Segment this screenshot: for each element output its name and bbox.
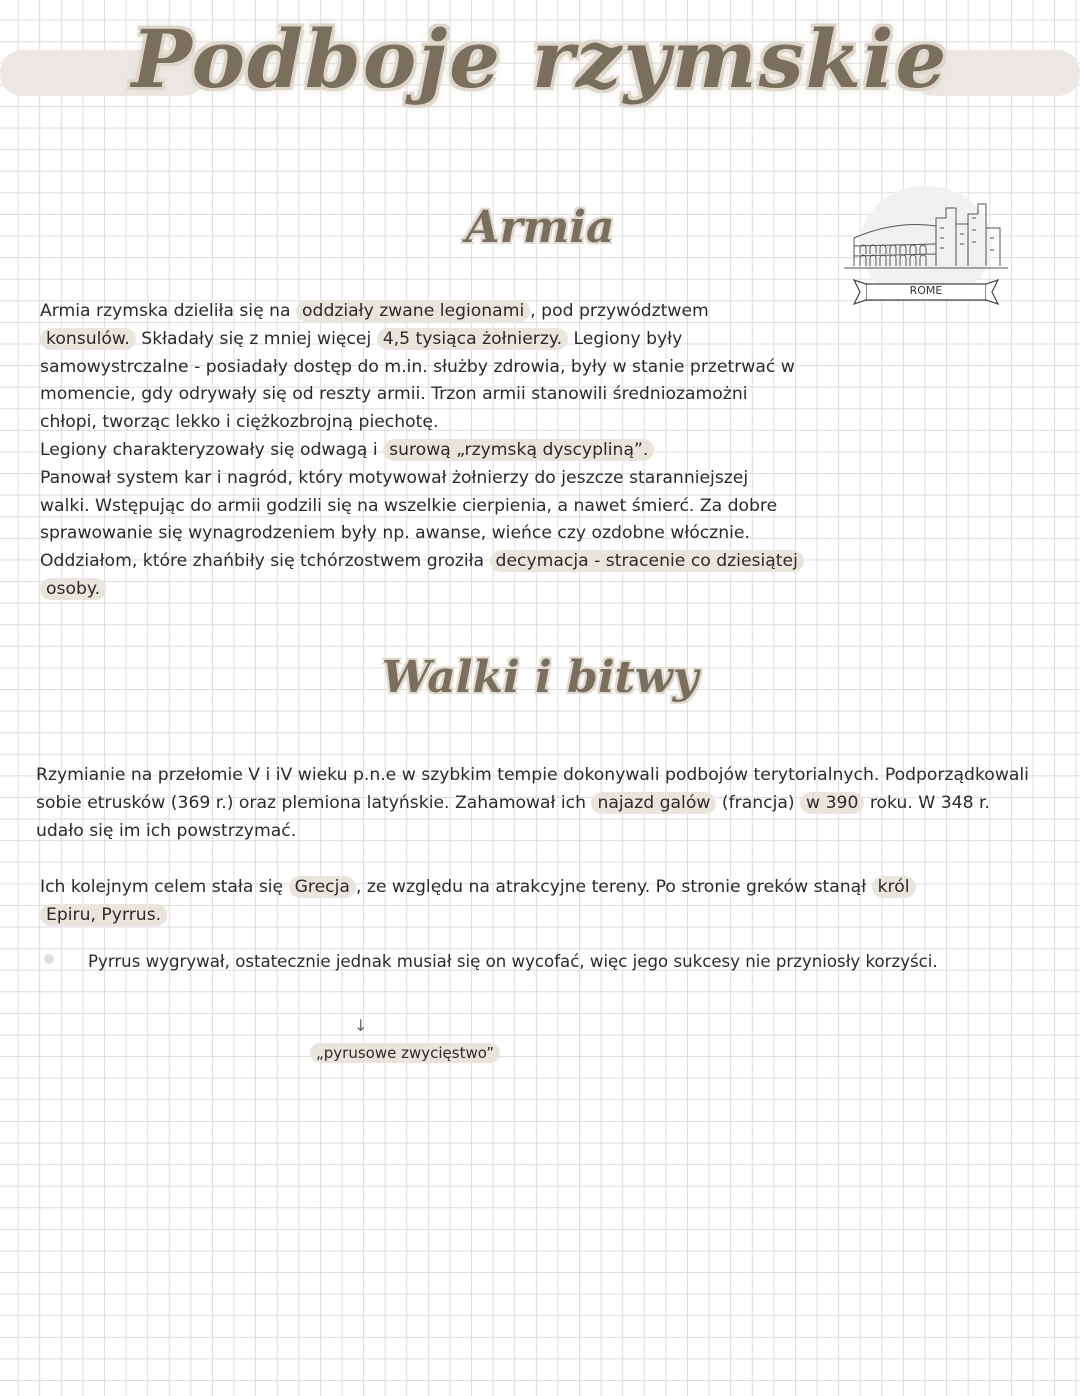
highlighted-phrase: najazd galów: [591, 792, 716, 814]
arrow-down-icon: ↓: [354, 1016, 368, 1035]
highlighted-phrase: konsulów.: [40, 328, 136, 350]
armia-paragraph: [40, 298, 800, 604]
text-segment: Panował system kar i nagród, który motywował żołnierzy do jeszcze staranniejszej walki. Wstępując do armii godzili się na wszelkie cierpienia, a nawet śmierć. Za dobre sprawowanie się wynagrodzeniem były np. awanse, wieńce czy ozdobne włócznie. Oddziałom, które zhańbiły się tchórzostwem groziła: [40, 467, 778, 572]
text-segment: roku. W 348 r. udało się im ich powstrzymać.: [36, 792, 990, 841]
text-segment: Legiony były samowystrczalne - posiadały dostęp do m.in. służby zdrowia, były w stanie przetrwać w momencie, gdy odrywały się od reszty armii. Trzon armii stanowili średniozamożni chłopi, tworząc lekko i ciężkozbrojną piechotę.: [40, 328, 795, 433]
bullet-dot: [44, 954, 54, 964]
highlighted-phrase: w 390: [800, 792, 864, 814]
bullet-text: Pyrrus wygrywał, ostatecznie jednak musiał się on wycofać, więc jego sukcesy nie przyniosły korzyści.: [88, 952, 938, 971]
highlighted-phrase: Grecja: [289, 876, 356, 898]
highlighted-phrase: decymacja - stracenie co dziesiątej osoby.: [40, 550, 804, 600]
text-segment: Legiony charakteryzowały się odwagą i: [40, 439, 384, 460]
walki-paragraph-2: [40, 874, 920, 930]
rome-badge: [836, 168, 1016, 308]
walki-paragraph-1: [36, 762, 1036, 845]
highlighted-phrase: surową „rzymską dyscypliną”.: [383, 439, 654, 461]
section-heading-armia: Armia: [465, 202, 615, 253]
highlighted-phrase: król Epiru, Pyrrus.: [40, 876, 916, 926]
text-segment: Składały się z mniej więcej: [135, 328, 377, 349]
text-segment: Rzymianie na przełomie V i iV wieku p.n.e w szybkim tempie dokonywali podbojów terytorialnych. Podporządkowali sobie etrusków (369 r.) oraz plemiona latyńskie. Zahamował ich: [36, 765, 1029, 813]
text-segment: , pod przywództwem: [530, 301, 709, 321]
pyrrus-note: [310, 1044, 500, 1062]
section-heading-walki: Walki i bitwy: [381, 652, 699, 703]
page-title: Podboje rzymskie: [131, 12, 949, 106]
text-segment: Armia rzymska dzieliła się na: [40, 301, 297, 321]
highlighted-phrase: oddziały zwane legionami: [296, 300, 530, 322]
text-segment: Ich kolejnym celem stała się: [40, 877, 289, 897]
text-segment: , ze względu na atrakcyjne tereny. Po stronie greków stanął: [355, 877, 872, 897]
text-segment: (francja): [716, 792, 801, 813]
highlighted-phrase: 4,5 tysiąca żołnierzy.: [377, 328, 568, 350]
pyrrus-note-text: „pyrusowe zwycięstwo”: [310, 1043, 500, 1063]
rome-label: ROME: [909, 284, 943, 297]
